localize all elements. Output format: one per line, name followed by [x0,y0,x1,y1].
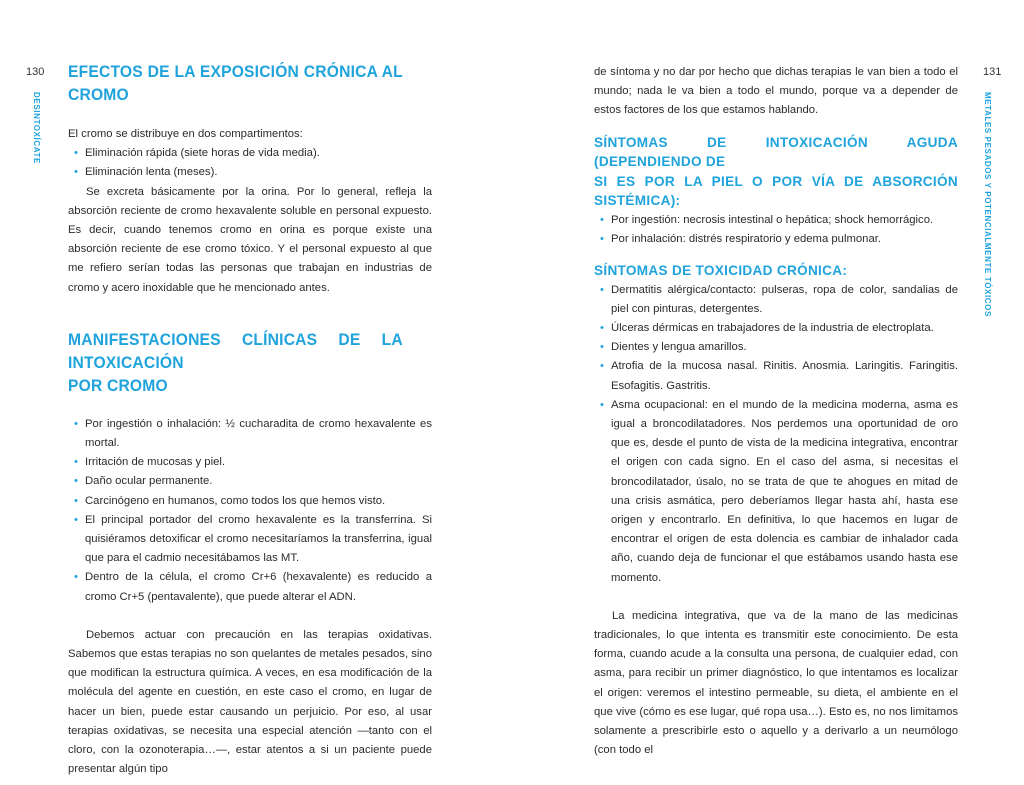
compartments-list [68,144,432,182]
title-line: SI ES POR LA PIEL O POR VÍA DE ABSORCIÓN SISTÉMICA): [594,173,958,209]
right-running-head: METALES PESADOS Y POTENCIALMENTE TÓXICOS [983,92,992,317]
section-title-clinical-manifestations [68,328,403,397]
section-title-acute-symptoms [594,133,958,211]
section-title-chronic-exposure: EFECTOS DE LA EXPOSICIÓN CRÓNICA AL CROMO [68,62,403,104]
clinical-list [68,415,432,607]
list-item: • Carcinógeno en humanos, como todos los que hemos visto. [68,492,432,511]
list-item: • Daño ocular permanente. [68,472,432,491]
list-item: • El principal portador del cromo hexavalente es la transferrina. Si quisiéramos detoxificar el cromo necesitaríamos la transferrina, igual que para el cadmio necesitábamos las MT. [68,511,432,569]
list-item: • Asma ocupacional: en el mundo de la medicina moderna, asma es igual a broncodilatadores. Nos perdemos una oportunidad de oro que es, desde el punto de vista de la medicina integrativa, encontrar el origen con cada signo. En el caso del asma, si necesitas el broncodilatador, úsalo, no se trata de que te ahogues en mitad de una crisis asmática, pero deberíamos llegar hasta ahí, hasta ese origen y encontrarlo. En definitiva, lo que hacemos en lugar de encontrar el origen de esta dolencia es cambiar de inhalador cada año, cuando deja de funcionar el que estábamos usando hasta ese momento. [594,396,958,588]
list-item: • Dentro de la célula, el cromo Cr+6 (hexavalente) es reducido a cromo Cr+5 (pentavalente), que puede alterar el ADN. [68,568,432,606]
left-page-number: 130 [26,66,45,78]
section-title-chronic-toxicity: SÍNTOMAS DE TOXICIDAD CRÓNICA: [594,263,848,279]
left-running-head: DESINTOXÍCATE [32,92,41,164]
title-line: POR CROMO [68,375,168,395]
list-item: • Por ingestión: necrosis intestinal o hepática; shock hemorrágico. [594,211,958,230]
list-item: • Dermatitis alérgica/contacto: pulseras, ropa de color, sandalias de piel con pinturas, detergentes. [594,281,958,319]
paragraph: La medicina integrativa, que va de la mano de las medicinas tradicionales, lo que intenta es transmitir este conocimiento. De esta forma, cuando acude a la consulta una persona, de cualquier edad, con asma, para recibir un primer diagnóstico, lo que intentamos es localizar el origen: veremos el intestino permeable, su dieta, el ambiente en el que vive (cómo es ese lugar, qué ropa usa…). Esto es, no nos limitamos solamente a prescribirle esto o aquello y a derivarlo a un neumólogo (con todo el [594,609,958,757]
list-item: • Por inhalación: distrés respiratorio y edema pulmonar. [594,230,958,249]
list-item: • Dientes y lengua amarillos. [594,338,958,357]
paragraph: de síntoma y no dar por hecho que dichas terapias le van bien a todo el mundo; nada le va bien a todo el mundo, porque va a depender de estos factores de los que estamos hablando. [594,66,958,117]
title-line: SÍNTOMAS DE INTOXICACIÓN AGUDA (DEPENDIENDO DE [594,134,958,170]
paragraph: Se excreta básicamente por la orina. Por lo general, refleja la absorción reciente de cromo hexavalente soluble en personal expuesto. Es decir, cuando tenemos cromo en orina es porque existe una absorción reciente de ese cromo tóxico. Y el personal expuesto al que me refiero serían todas las personas que trabajan en industrias de cromo y acero inoxidable que he mencionado antes. [68,185,432,294]
right-page-body [594,63,958,760]
title-line: MANIFESTACIONES CLÍNICAS DE LA INTOXICACIÓN [68,329,403,372]
left-page-body [68,60,432,779]
paragraph: Debemos actuar con precaución en las terapias oxidativas. Sabemos que estas terapias no son quelantes de metales pesados, sino que modifican la estructura química. A veces, en esa modificación de la molécula del agente en cuestión, en este caso el cromo, en lugar de hacer un bien, puede estar causando un perjuicio. Por eso, al usar terapias oxidativas, se necesita una especial atención —tanto con el cloro, con la ozonoterapia…—, estar atentos a si un paciente puede presentar algún tipo [68,628,432,776]
list-item: • Por ingestión o inhalación: ½ cucharadita de cromo hexavalente es mortal. [68,415,432,453]
intro-text: El cromo se distribuye en dos compartimentos: [68,128,303,140]
list-item: • Eliminación lenta (meses). [68,163,432,182]
list-item: • Úlceras dérmicas en trabajadores de la industria de electroplata. [594,319,958,338]
chronic-list [594,281,958,588]
list-item: • Irritación de mucosas y piel. [68,453,432,472]
list-item: • Atrofia de la mucosa nasal. Rinitis. Anosmia. Laringitis. Faringitis. Esofagitis. Gastritis. [594,357,958,395]
acute-list [594,211,958,249]
right-page-number: 131 [983,66,1002,78]
list-item: • Eliminación rápida (siete horas de vida media). [68,144,432,163]
